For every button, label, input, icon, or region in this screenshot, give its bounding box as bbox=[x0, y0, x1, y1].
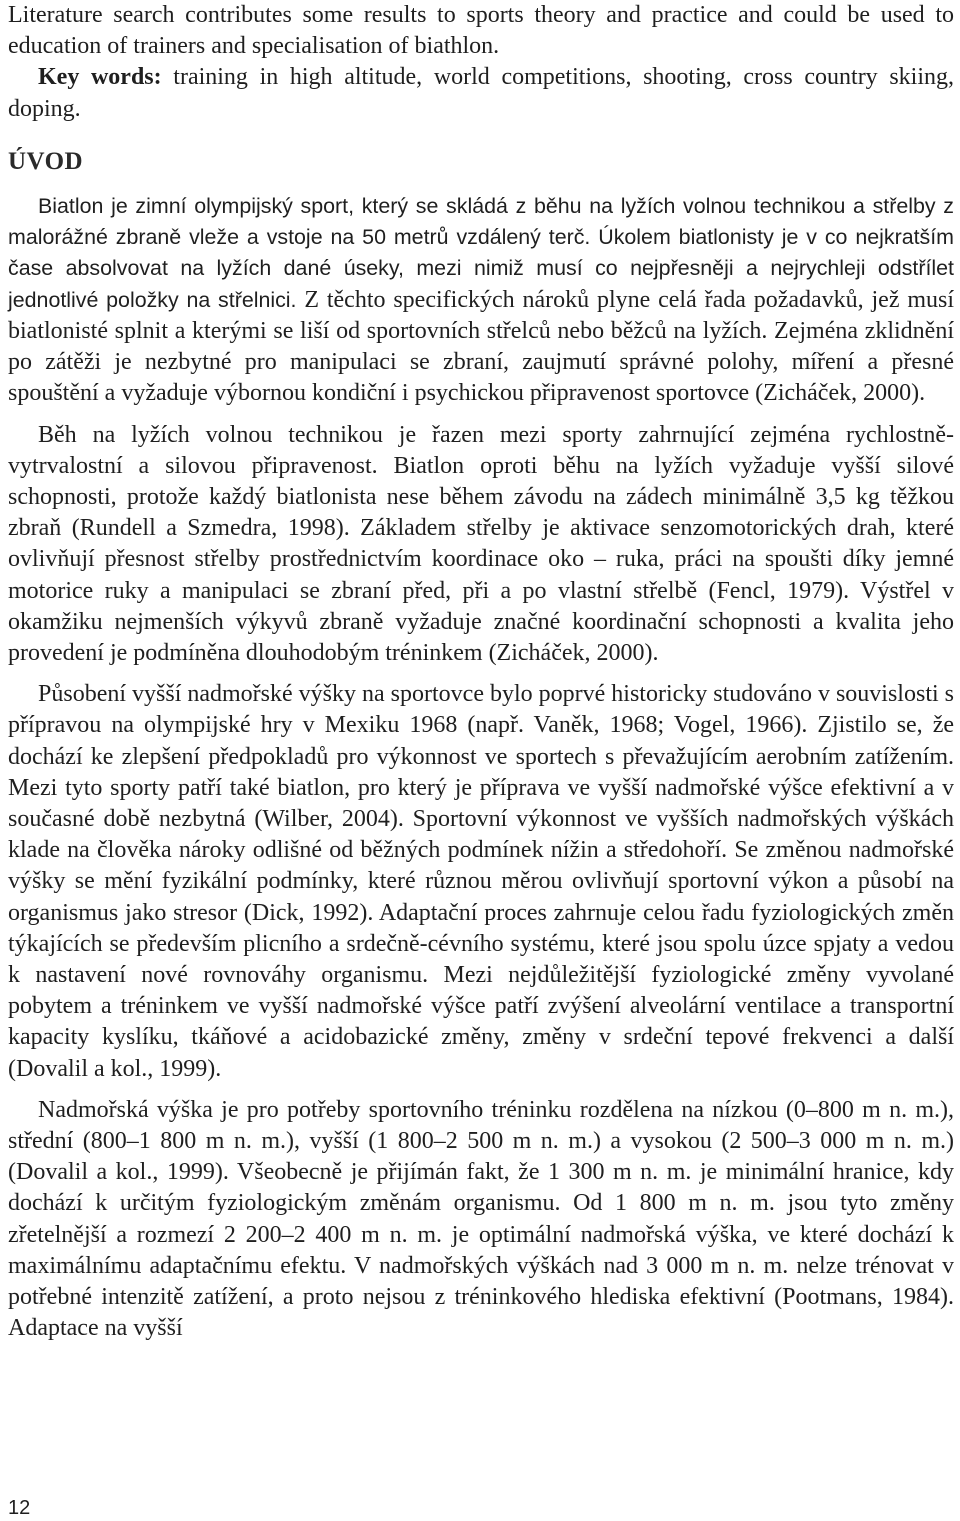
document-page bbox=[8, 0, 954, 1345]
intro-paragraph-1-sans-text: Biatlon je zimní olympijský sport, který se skládá z běhu na lyžích volnou technikou a střelby z malorážné zbraně vleže a vstoje na 50 metrů vzdálený terč. Úkolem biatlonisty je v co nejkratším čase absolvovat na lyžích dané úseky, mezi nimiž musí co nejpřesněji a nejrychleji odstřílet jednotlivé položky na střelnici. bbox=[8, 193, 954, 312]
section-heading: ÚVOD bbox=[8, 147, 84, 175]
intro-paragraph-3: Působení vyšší nadmořské výšky na sportovce bylo poprvé historicky studováno v souvislosti s přípravou na olympijské hry v Mexiku 1968 (např. Vaněk, 1968; Vogel, 1966). Zjistilo se, že dochází ke zlepšení předpokladů pro výkonnost ve sportech s převažujícím aerobním zatížením. Mezi tyto sporty patří také biatlon, pro který je příprava ve vyšší nadmořské výšce efektivní a v současné době nezbytná (Wilber, 2004). Sportovní výkonnost ve vyšších nadmořských výškách klade na člověka nároky odlišné od běžných podmínek nížin a středohoří. Se změnou nadmořské výšky se mění fyzikální podmínky, které různou měrou ovlivňují sportovní výkon a působí na organismus jako stresor (Dick, 1992). Adaptační proces zahrnuje celou řadu fyziologických změn týkajících se především plicního a srdečně-cévního systému, které jsou spolu úzce spjaty a vedou k nastavení nové rovnováhy organismu. Mezi nejdůležitější fyziologické změny vyvolané pobytem a tréninkem ve vyšší nadmořské výšce patří zvýšení alveolární ventilace a transportní kapacity kyslíku, tkáňové a acidobazické změny, změny v srdeční tepové frekvenci a další (Dovalil a kol., 1999). bbox=[8, 681, 954, 1082]
abstract-paragraph bbox=[8, 0, 954, 62]
keywords-paragraph bbox=[8, 62, 954, 124]
keywords-label: Key words: bbox=[38, 64, 162, 91]
intro-paragraph-1 bbox=[8, 191, 954, 410]
intro-paragraph-1-serif-text: Z těchto specifických nároků plyne celá řada požadavků, jež musí biatlonisté splnit a kterými se liší od sportovních střelců nebo běžců na lyžích. Zejména zklidnění po zátěži je nezbytné pro manipulaci se zbraní, zaujmutí správné polohy, míření a přesné spouštění a vyžaduje výbornou kondiční i psychickou připravenost sportovce (Zicháček, 2000). bbox=[8, 286, 954, 407]
intro-paragraph-2: Běh na lyžích volnou technikou je řazen mezi sporty zahrnující zejména rychlostně-vytrvalostní a silovou připravenost. Biatlon oproti běhu na lyžích vyžaduje vyšší silové schopnosti, protože každý biatlonista nese během závodu na zádech minimálně 3,5 kg těžkou zbraň (Rundell a Szmedra, 1998). Základem střelby je aktivace senzomotorických drah, které ovlivňují přesnost střelby prostřednictvím koordinace oko – ruka, práci na spoušti díky jemné motorice ruky a manipulaci se zbraní před, při a po vlastní střelbě (Fencl, 1979). Výstřel v okamžiku nejmenších výkyvů zbraně vyžaduje značné koordinační schopnosti a kvalita jeho provedení je podmíněna dlouhodobým tréninkem (Zicháček, 2000). bbox=[8, 421, 954, 667]
abstract-text: Literature search contributes some results to sports theory and practice and could be used to education of trainers and specialisation of biathlon. bbox=[8, 2, 954, 60]
intro-paragraph-4: Nadmořská výška je pro potřeby sportovního tréninku rozdělena na nízkou (0–800 m n. m.), střední (800–1 800 m n. m.), vyšší (1 800–2 500 m n. m.) a vysokou (2 500–3 000 m n. m.) (Dovalil a kol., 1999). Všeobecně je přijímán fakt, že 1 300 m n. m. je minimální hranice, kdy dochází k určitým fyziologickým změnám organismu. Od 1 800 m n. m. jsou tyto změny zřetelnější a rozmezí 2 200–2 400 m n. m. je optimální nadmořská výška, ve které dochází k maximálnímu adaptačnímu efektu. V nadmořských výškách nad 3 000 m n. m. nelze trénovat v potřebné intenzitě zatížení, a proto nejsou z tréninkového hlediska efektivní (Pootmans, 1984). Adaptace na vyšší bbox=[8, 1096, 954, 1342]
keywords-text: training in high altitude, world competitions, shooting, cross country skiing, doping. bbox=[8, 64, 955, 122]
page-number: 12 bbox=[8, 1497, 31, 1519]
